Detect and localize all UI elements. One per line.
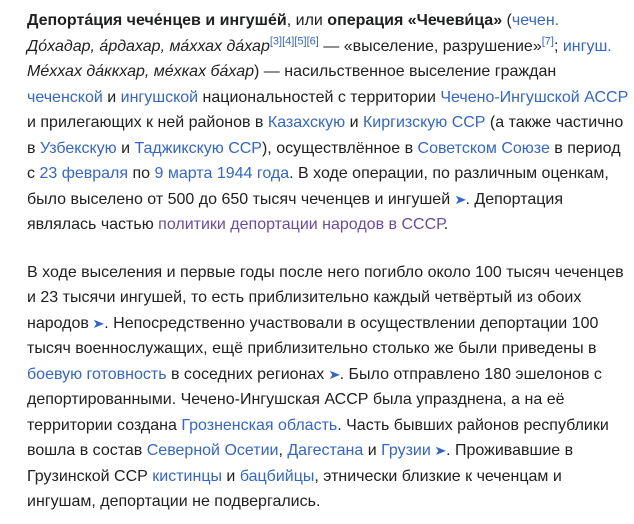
italic-transliteration: Ме́ххах да́ккхар, ме́хках ба́хар: [27, 63, 255, 80]
body-text: и: [102, 88, 121, 106]
body-text: в соседних регионах: [166, 365, 329, 383]
body-text: в период: [549, 139, 621, 157]
body-text: и 23 тысячи ингушей, то есть приблизительно каждый четвёртый из обоих: [27, 289, 582, 306]
body-text: и прилегающих к ней районов в: [27, 114, 268, 131]
text-line: [27, 59, 600, 85]
reference-sup: [282, 35, 294, 47]
body-text: В ходе выселения и первые годы после него погибло около 100 тысяч чеченцев: [27, 263, 624, 281]
link-dagestan[interactable]: Дагестана: [287, 442, 364, 459]
text-line: [27, 311, 600, 337]
link-feb-23[interactable]: 23 февраля: [39, 165, 129, 182]
body-text: (а также частично: [485, 114, 624, 131]
text-line: [27, 187, 600, 213]
body-text: народов: [27, 314, 94, 332]
body-text: , или: [286, 12, 328, 29]
text-line: [27, 387, 600, 413]
body-text: и: [116, 139, 135, 157]
body-text: . Часть бывших районов республики: [337, 416, 609, 434]
link-deportation-policy[interactable]: политики депортации народов в СССР: [158, 216, 444, 233]
text-line: [27, 85, 629, 111]
body-text: по: [128, 165, 155, 182]
link-mar-9[interactable]: 9 марта: [154, 165, 213, 182]
body-text: с: [27, 165, 40, 182]
body-text: депортированными. Чечено-Ингушская АССР была упразднена, а на её: [27, 391, 565, 408]
link-north-ossetia[interactable]: Северной Осетии: [146, 442, 279, 459]
body-text: (: [502, 12, 512, 29]
link-grozny-oblast[interactable]: Грозненская область: [181, 416, 338, 434]
body-text: . Депортация: [465, 190, 564, 208]
body-text: . В ходе операции, по различным оценкам,: [289, 165, 609, 182]
text-line: [27, 438, 600, 464]
body-text: являлась частью: [27, 216, 159, 233]
reference-sup: [270, 35, 282, 47]
body-text: ) — насильственное выселение граждан: [254, 63, 557, 80]
text-line: [27, 110, 624, 136]
link-1944[interactable]: 1944 года: [216, 165, 290, 182]
text-line: [27, 161, 609, 187]
body-text: . Было отправлено 180 эшелонов с: [339, 365, 602, 383]
text-line: [27, 136, 621, 162]
body-text: ингушам, депортации не подвергались.: [27, 493, 321, 510]
body-text: — «выселение, разрушение»: [318, 37, 542, 55]
body-text: . Непосредственно участвовали в осуществлении депортации 100: [104, 314, 599, 332]
ref-3[interactable]: [3]: [269, 35, 283, 48]
text-line: [27, 413, 609, 439]
ref-7[interactable]: [7]: [541, 35, 554, 48]
body-text: национальностей с территории: [198, 88, 441, 106]
body-text: ;: [553, 37, 563, 55]
body-text: территории создана: [27, 416, 182, 434]
body-text: . Проживавшие в: [446, 442, 574, 459]
body-text: , этнически близкие к чеченцам и: [314, 467, 562, 485]
expand-arrow-icon[interactable]: ➤: [92, 315, 106, 331]
ref-5[interactable]: [5]: [294, 35, 307, 48]
link-kists[interactable]: кистинцы: [152, 467, 222, 485]
body-text: .: [443, 216, 449, 233]
ref-6[interactable]: [6]: [306, 35, 319, 48]
text-line: [27, 285, 600, 311]
expand-arrow-icon[interactable]: ➤: [434, 443, 447, 458]
paragraph-2: [27, 260, 624, 515]
text-line: [27, 34, 612, 60]
body-text: тысяч военнослужащих, ещё приблизительно столько же были приведены в: [27, 340, 597, 357]
link-chechen[interactable]: чеченской: [27, 88, 103, 106]
text-line: [27, 336, 600, 362]
link-soviet-union[interactable]: Советском Союзе: [417, 139, 550, 157]
text-line: [27, 260, 624, 286]
link-chechen-lang[interactable]: чечен.: [511, 12, 560, 29]
link-kazakh-ssr[interactable]: Казахскую: [267, 114, 346, 131]
text-line: [27, 8, 600, 34]
text-line: [27, 464, 600, 490]
text-line: [27, 212, 600, 238]
link-tajik-ssr[interactable]: Таджикскую ССР: [134, 139, 262, 157]
text-line: [27, 489, 600, 515]
paragraph-1: [27, 8, 629, 238]
link-ingush[interactable]: ингушской: [120, 88, 199, 106]
italic-transliteration: До́хадар, а́рдахар, ма́ххах да́хар: [27, 37, 270, 55]
body-text: было выселено от 500 до 650 тысяч чеченцев и ингушей: [27, 190, 455, 208]
body-text: Грузинской ССР: [27, 467, 153, 485]
link-chi-assr[interactable]: Чечено-Ингушской АССР: [440, 88, 629, 106]
expand-arrow-icon[interactable]: ➤: [327, 366, 341, 382]
body-text: вошла в состав: [27, 442, 147, 459]
text-line: [27, 362, 600, 388]
reference-sup: [307, 35, 319, 47]
bold-title-text: операция «Чечеви́ца»: [327, 12, 503, 29]
link-bats[interactable]: бацбийцы: [239, 467, 315, 485]
link-combat-readiness[interactable]: боевую готовность: [27, 365, 167, 383]
expand-arrow-icon[interactable]: ➤: [453, 191, 467, 207]
ref-4[interactable]: [4]: [282, 35, 295, 48]
body-text: и: [221, 467, 240, 485]
body-text: и: [363, 442, 382, 459]
body-text: в: [27, 139, 40, 157]
link-ingush-lang[interactable]: ингуш.: [562, 37, 612, 55]
bold-title-text: Депорта́ция чече́нцев и ингуше́й: [27, 12, 287, 29]
link-uzbek-ssr[interactable]: Узбекскую: [39, 139, 117, 157]
body-text: ,: [278, 442, 288, 459]
body-text: и: [345, 114, 363, 131]
body-text: ), осуществлённое в: [261, 139, 418, 157]
reference-sup: [542, 35, 554, 47]
reference-sup: [294, 35, 306, 47]
link-georgia[interactable]: Грузии: [381, 442, 431, 459]
link-kirghiz-ssr[interactable]: Киргизскую ССР: [362, 114, 486, 131]
